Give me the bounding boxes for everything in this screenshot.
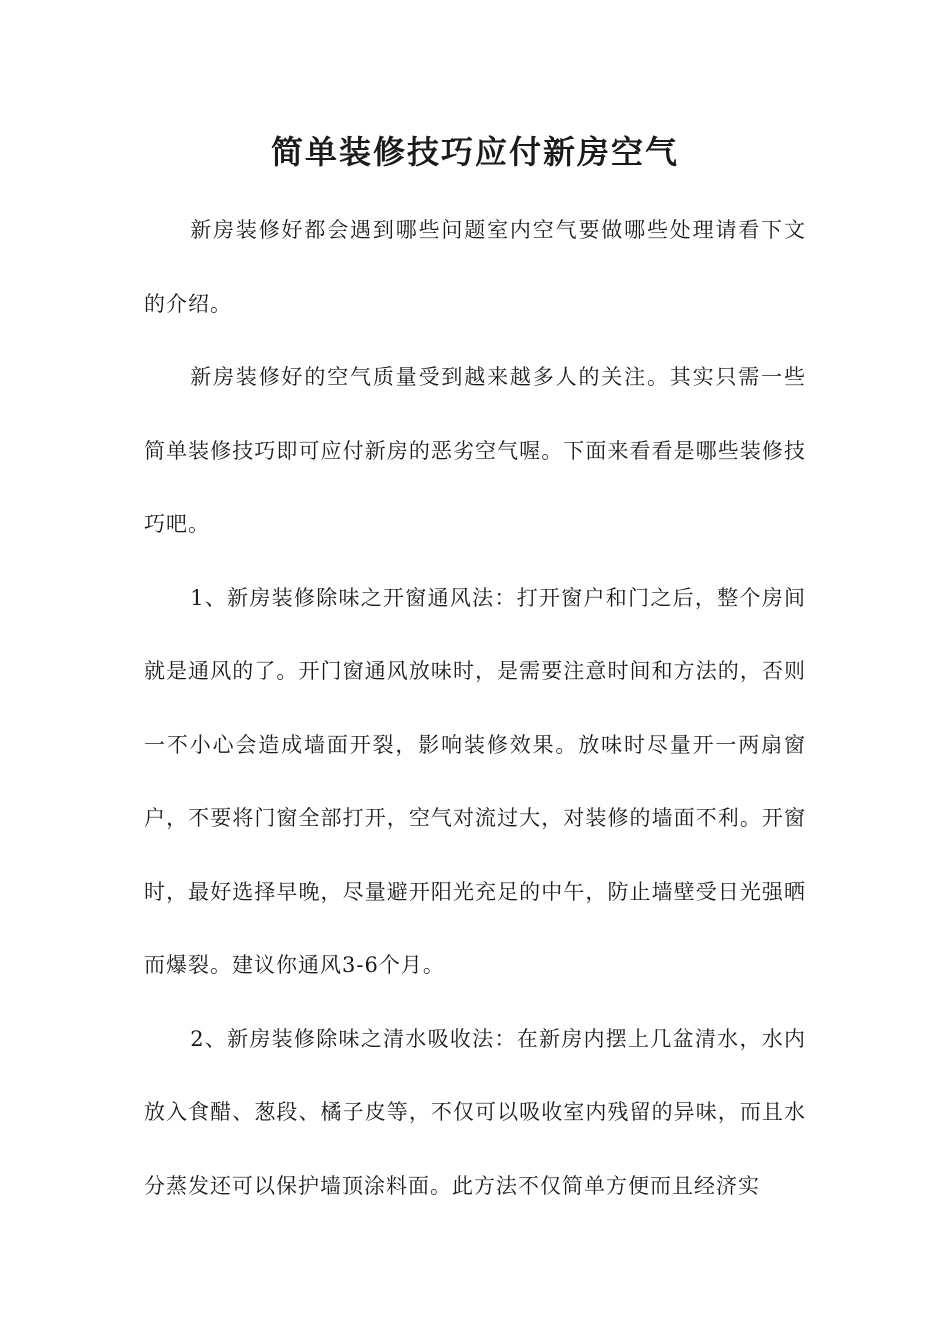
paragraph-ventilation: 1、新房装修除味之开窗通风法：打开窗户和门之后，整个房间就是通风的了。开门窗通风放味时，是需要注意时间和方法的，否则一不小心会造成墙面开裂，影响装修效果。放味时尽量开一两扇窗户，不要将门窗全部打开，空气对流过大，对装修的墙面不利。开窗时，最好选择早晚，尽量避开阳光充足的中午，防止墙壁受日光强晒而爆裂。建议你通风3-6个月。 (144, 585, 806, 977)
paragraph-intro: 新房装修好都会遇到哪些问题室内空气要做哪些处理请看下文的介绍。 (144, 218, 806, 316)
paragraph-water-absorption: 2、新房装修除味之清水吸收法：在新房内摆上几盆清水，水内放入食醋、葱段、橘子皮等，不仅可以吸收室内残留的异味，而且水分蒸发还可以保护墙顶涂料面。此方法不仅简单方便而且经济实 (144, 1026, 806, 1198)
page-title: 简单装修技巧应付新房空气 (270, 133, 679, 171)
paragraph-overview: 新房装修好的空气质量受到越来越多人的关注。其实只需一些简单装修技巧即可应付新房的恶劣空气喔。下面来看看是哪些装修技巧吧。 (144, 365, 806, 536)
document-body (144, 194, 806, 1223)
